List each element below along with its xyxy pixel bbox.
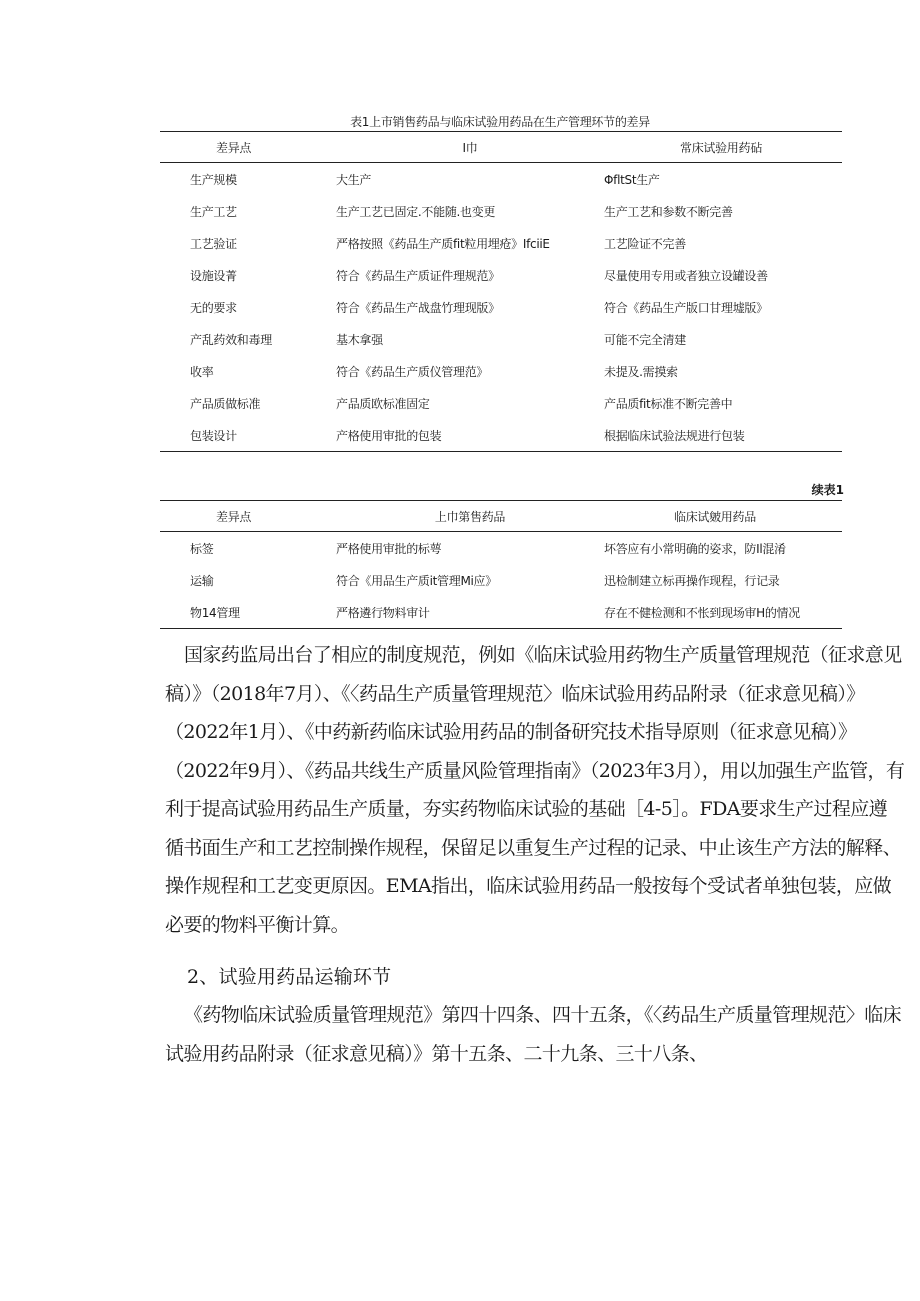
table1-header-cell: I巾 bbox=[336, 132, 604, 163]
table-cell: 迅检制建立标再操作现程，行记录 bbox=[604, 573, 780, 588]
table-cell: 收率 bbox=[190, 364, 214, 379]
table1 bbox=[160, 131, 842, 452]
table-row bbox=[160, 564, 842, 596]
paragraph: 国家药监局出台了相应的制度规范，例如《临床试验用药物生产质量管理规范（征求意见稿）》（2018年7月）、《〈药品生产质量管理规范〉临床试验用药品附录（征求意见稿）》（2022年1月）、《中药新药临床试验用药品的制备研究技术指导原则（征求意见稿）》（2022年9月）、《药品共线生产质量风险管理指南》（2023年3月），用以加强生产监管，有利于提高试验用药品生产质量，夯实药物临床试验的基础［4-5］。FDA要求生产过程应遵循书面生产和工艺控制操作规程，保留足以重复生产过程的记录、中止该生产方法的解释、操作规程和工艺变更原因。EMA指出，临床试验用药品一般按每个受试者单独包装，应做必要的物料平衡计算。 bbox=[165, 644, 905, 936]
table-row bbox=[160, 596, 842, 629]
table2-header-row bbox=[160, 501, 842, 532]
table-cell: 严格按照《药品生产质fit粒用埋疮》IfciiE bbox=[336, 236, 550, 251]
table-cell: 工艺险证不完善 bbox=[604, 236, 686, 251]
table-row bbox=[160, 163, 842, 196]
table2-header-cell: 上巾第售药品 bbox=[336, 501, 604, 532]
table-cell: 生产工艺已固定.不能随.也变更 bbox=[336, 204, 496, 219]
table-cell: 符合《用品生产质it管理Mi应》 bbox=[336, 573, 497, 588]
table1-header-cell: 常床试验用药砧 bbox=[604, 132, 842, 163]
table2-header-cell: 临床试皴用药品 bbox=[604, 501, 842, 532]
table-cell: 物14管理 bbox=[160, 596, 336, 629]
table-cell: 符合《药品生产质证件理规范》 bbox=[336, 268, 500, 283]
table-cell: 符合《药品生产质仪管理范》 bbox=[336, 364, 489, 379]
table-cell: 生产工艺 bbox=[190, 204, 237, 219]
table-cell: 严格遴行物料审计 bbox=[336, 596, 604, 629]
table-cell: 严格使用审批的标萼 bbox=[336, 541, 442, 556]
table-cell: 工艺验证 bbox=[190, 236, 237, 251]
table-cell: 符合《药品生产战盘竹理现版》 bbox=[336, 300, 500, 315]
table-row bbox=[160, 419, 842, 452]
section-heading: 2、试验用药品运输环节 bbox=[187, 965, 392, 988]
table-row bbox=[160, 387, 842, 419]
table1-header-cell: 差异点 bbox=[160, 132, 336, 163]
table-row bbox=[160, 355, 842, 387]
table-cell: 产品质欧标准固定 bbox=[336, 396, 430, 411]
table-cell: 根据临床试验法规进行包装 bbox=[604, 419, 842, 452]
table-cell: 坏答应有小常明确的姿求，防Il混淆 bbox=[604, 541, 786, 556]
paragraph: 《药物临床试验质量管理规范》第四十四条、四十五条，《〈药品生产质量管理规范〉临床试验用药品附录（征求意见稿）》第十五条、二十九条、三十八条、 bbox=[165, 1004, 902, 1065]
table-cell: 生产工艺和参数不断完善 bbox=[604, 204, 733, 219]
table-cell: 无的要求 bbox=[190, 300, 237, 315]
table-row bbox=[160, 532, 842, 565]
table-cell: 符合《药品生产版口甘理墟版》 bbox=[604, 300, 768, 315]
table1-caption: 表1上市销售药品与临床试验用药品在生产管理环节的差异 bbox=[350, 115, 650, 129]
table-cell: 大生产 bbox=[336, 172, 372, 187]
table-row bbox=[160, 323, 842, 355]
table-cell: 存在不健检测和不怅到现场审H的情况 bbox=[604, 596, 842, 629]
table-cell: 产品质做标准 bbox=[190, 396, 261, 411]
table-cell: 标签 bbox=[190, 541, 214, 556]
table-cell: 产格使用审批的包装 bbox=[336, 419, 604, 452]
table-cell: 包装设计 bbox=[160, 419, 336, 452]
table-row bbox=[160, 227, 842, 259]
table-cell: 运输 bbox=[190, 573, 214, 588]
table-row bbox=[160, 291, 842, 323]
table-cell: 未提及.需摸索 bbox=[604, 364, 678, 379]
table-cell: 可能不完全清建 bbox=[604, 332, 686, 347]
table2 bbox=[160, 500, 842, 629]
body-text bbox=[165, 636, 905, 1073]
table1-header-row bbox=[160, 132, 842, 163]
table-cell: 生产规模 bbox=[190, 172, 237, 187]
table2-caption: 续表1 bbox=[811, 483, 844, 497]
table-row bbox=[160, 259, 842, 291]
table-cell: 产品质fit标准不断完善中 bbox=[604, 396, 733, 411]
table-cell: 产乱药效和毒理 bbox=[190, 332, 272, 347]
table-row bbox=[160, 195, 842, 227]
table-cell: 设施设菁 bbox=[190, 268, 237, 283]
table-cell: ΦfltSt生产 bbox=[604, 172, 660, 187]
table-cell: 尽量使用专用或者独立设罐设善 bbox=[604, 268, 768, 283]
table-cell: 基木拿强 bbox=[336, 332, 383, 347]
table2-header-cell: 差异点 bbox=[160, 501, 336, 532]
